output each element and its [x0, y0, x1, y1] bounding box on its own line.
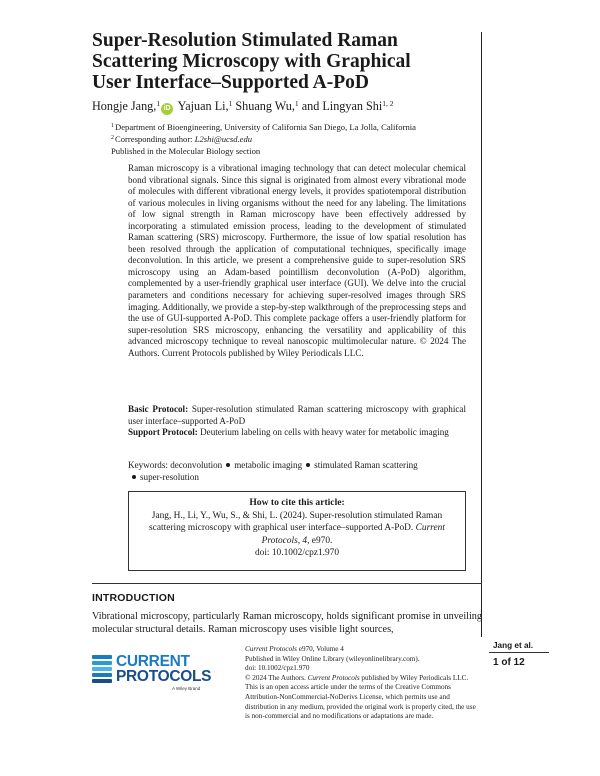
journal-logo	[92, 654, 212, 694]
affiliation-line	[111, 133, 481, 145]
orcid-icon[interactable]: iD	[161, 103, 173, 115]
journal-name: Current Protocols	[245, 645, 297, 653]
publication-info	[245, 645, 477, 722]
author-affil-marker: 1	[156, 99, 161, 108]
citation-article: , e970.	[307, 535, 333, 546]
citation-reference: Jang, H., Li, Y., Wu, S., & Shi, L. (2024). Super-resolution stimulated Raman scattering microscopy with graphical user interface–supported A-PoD.	[149, 511, 443, 534]
keywords	[128, 459, 466, 483]
logo-stripes-icon	[92, 655, 112, 687]
article-title: Super-Resolution Stimulated Raman Scattering Microscopy with Graphical User Interface–Supported A-PoD	[92, 30, 411, 93]
author-affil-marker: 1	[228, 99, 233, 108]
corresponding-label: Corresponding author:	[115, 134, 195, 144]
corresponding-email-link[interactable]: L2shi@ucsd.edu	[194, 134, 253, 144]
license-text	[245, 674, 477, 722]
copyright-text: © 2024 The Authors.	[245, 673, 306, 682]
section-heading: INTRODUCTION	[92, 592, 175, 604]
journal-volume: e970, Volume 4	[296, 645, 344, 653]
journal-line	[245, 645, 477, 655]
author-name: Hongje Jang,	[92, 99, 157, 113]
publisher-tag: A Wiley Brand	[172, 686, 201, 691]
bullet-icon	[226, 463, 230, 467]
protocol-list	[128, 404, 466, 439]
basic-protocol-text: Super-resolution stimulated Raman scattering microscopy with graphical user interface–supported A-PoD	[128, 404, 466, 426]
margin-rule	[481, 32, 482, 637]
author-affil-marker: 1	[294, 99, 299, 108]
author-name: Shuang Wu,	[235, 99, 295, 113]
citation-volume: 4	[302, 535, 308, 546]
logo-wordmark	[116, 654, 211, 684]
affiliation-marker: 1	[111, 123, 114, 129]
citation-doi-link[interactable]: doi: 10.1002/cpz1.970	[254, 547, 340, 558]
page-number: 1 of 12	[493, 657, 525, 668]
license-body: published by Wiley Periodicals LLC. This is an open access article under the terms of the Creative Commons Attribution-NonCommercial-NoDerivs License, which permits use and distribution in any medium, provided the original work is properly cited, the use is non-commercial and no modifications or adaptations are made.	[245, 673, 476, 721]
affiliation-marker: 2	[111, 135, 114, 141]
affiliations	[111, 121, 481, 145]
intro-paragraph: Vibrational microscopy, particularly Raman microscopy, holds significant promise in unveiling molecular structural details. Raman microscopy uses visible light sources,	[92, 611, 482, 635]
author-list	[92, 96, 482, 115]
basic-protocol-label: Basic Protocol:	[128, 404, 189, 414]
citation-text: Jang, H., Li, Y., Wu, S., & Shi, L. (2024). Super-resolution stimulated Raman scattering microscopy with graphical user interface–supported A-PoD. Current Protocols, 4, e970. doi: 10.1002/cpz1.970	[149, 511, 445, 558]
doi-line[interactable]: doi: 10.1002/cpz1.970	[245, 664, 310, 673]
bullet-icon	[132, 475, 136, 479]
keyword: stimulated Raman scattering	[314, 460, 418, 470]
basic-protocol	[128, 404, 466, 427]
author-name: and Lingyan Shi	[301, 99, 383, 113]
logo-line-2: PROTOCOLS	[116, 668, 212, 685]
affiliation-text: Department of Bioengineering, University of California San Diego, La Jolla, California	[115, 122, 416, 132]
keywords-label: Keywords:	[128, 460, 168, 470]
support-protocol-label: Support Protocol:	[128, 427, 198, 437]
bullet-icon	[306, 463, 310, 467]
divider	[92, 583, 482, 584]
affiliation-line	[111, 121, 481, 133]
author-name: Yajuan Li,	[177, 99, 229, 113]
keyword: super-resolution	[140, 472, 199, 482]
support-protocol	[128, 427, 466, 439]
citation-box	[128, 491, 466, 571]
logo-line-1: CURRENT	[116, 653, 190, 670]
published-line: Published in Wiley Online Library (wileyonlinelibrary.com).	[245, 654, 420, 663]
abstract-text: Raman microscopy is a vibrational imaging technology that can detect molecular chemical bond vibrational signals. Since this signal is originated from almost every vibrational mode of molecules with different vibrational energy levels, it provides spatiotemporal distribution of various molecules in living organisms without the need for any labeling. The limitations of low signal strength in Raman microscopy have been effectively addressed by incorporating a stimulated emission process, leading to the development of stimulated Raman scattering (SRS) microscopy. Furthermore, the issue of low spatial resolution has been resolved through the application of computational techniques, specifically image deconvolution. In this article, we present a comprehensive guide to super-resolution SRS microscopy using an Adam-based pointillism deconvolution (A-PoD) algorithm, complemented by a user-friendly graphical user interface (GUI). We delve into the crucial parameters and conditions necessary for achieving super-resolved images through SRS imaging. Additionally, we provide a step-by-step walkthrough of the preprocessing steps and the use of GUI-supported A-PoD. This complete package offers a user-friendly platform for super-resolution SRS microscopy, enhancing the versatility and applicability of this advanced microscopy technique to reveal nanoscopic multimolecular nature. © 2024 The Authors. Current Protocols published by Wiley Periodicals LLC.	[128, 163, 466, 358]
keyword: deconvolution	[170, 460, 223, 470]
running-head: Jang et al.	[493, 641, 534, 650]
citation-journal: Current Protocols	[261, 523, 445, 546]
keyword: metabolic imaging	[234, 460, 303, 470]
divider	[489, 652, 549, 653]
journal-name: Current Protocols	[307, 673, 360, 682]
section-note: Published in the Molecular Biology section	[111, 146, 261, 156]
citation-heading: How to cite this article:	[249, 497, 345, 508]
author-affil-marker: 1, 2	[382, 99, 394, 108]
support-protocol-text: Deuterium labeling on cells with heavy water for metabolic imaging	[200, 427, 449, 437]
